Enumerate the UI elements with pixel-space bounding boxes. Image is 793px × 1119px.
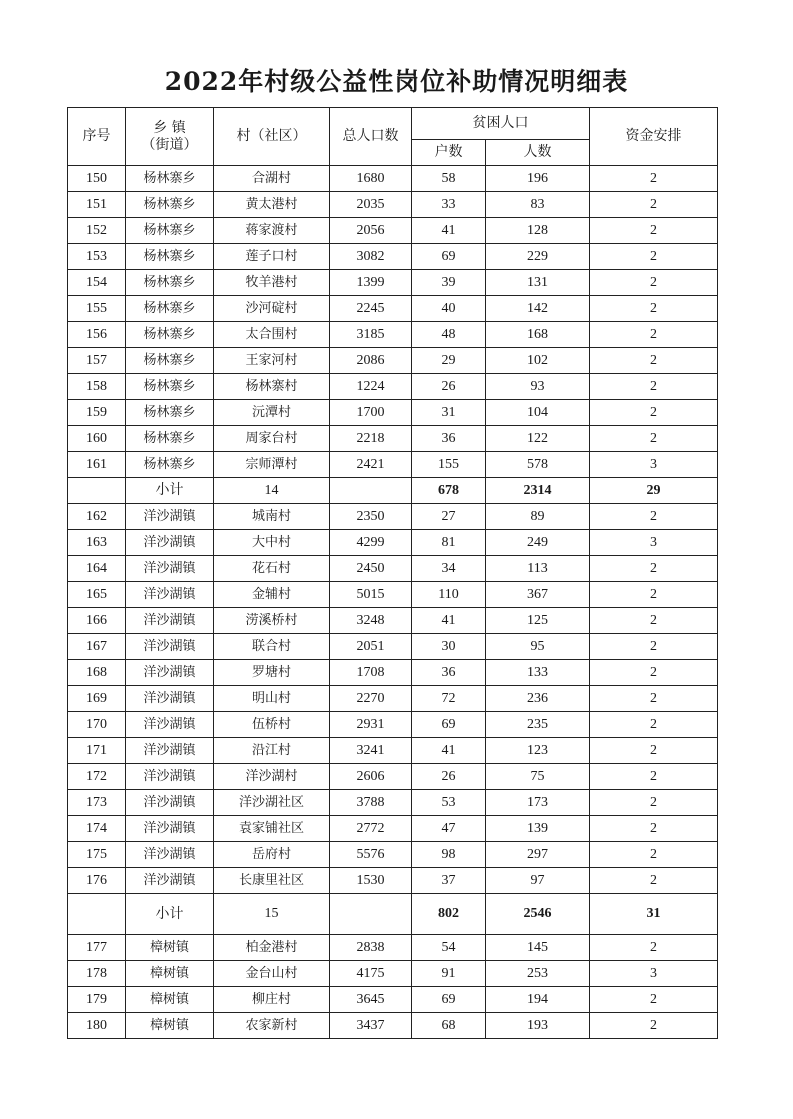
- town-cell: 洋沙湖镇: [126, 842, 214, 868]
- population-cell: 1399: [330, 270, 412, 296]
- village-cell: 太合围村: [214, 322, 330, 348]
- table-row: [68, 166, 718, 192]
- households-cell: 34: [412, 556, 486, 582]
- households-cell: 37: [412, 868, 486, 894]
- households-cell: 40: [412, 296, 486, 322]
- persons-cell: 194: [486, 987, 590, 1013]
- town-cell: 洋沙湖镇: [126, 790, 214, 816]
- town-cell: 杨林寨乡: [126, 166, 214, 192]
- population-cell: 2086: [330, 348, 412, 374]
- persons-cell: 142: [486, 296, 590, 322]
- households-cell: 36: [412, 426, 486, 452]
- seq-cell: 150: [68, 166, 126, 192]
- persons-cell: 128: [486, 218, 590, 244]
- village-cell: 岳府村: [214, 842, 330, 868]
- subtotal-households: 802: [412, 894, 486, 935]
- village-cell: 城南村: [214, 504, 330, 530]
- population-cell: 5576: [330, 842, 412, 868]
- table-row: [68, 764, 718, 790]
- table-row: [68, 842, 718, 868]
- subtotal-persons: 2314: [486, 478, 590, 504]
- population-cell: 2931: [330, 712, 412, 738]
- population-cell: 1708: [330, 660, 412, 686]
- header-households: 户数: [412, 140, 486, 166]
- persons-cell: 229: [486, 244, 590, 270]
- table-row: [68, 270, 718, 296]
- households-cell: 58: [412, 166, 486, 192]
- table-row: [68, 400, 718, 426]
- town-cell: 樟树镇: [126, 961, 214, 987]
- population-cell: 1530: [330, 868, 412, 894]
- persons-cell: 196: [486, 166, 590, 192]
- households-cell: 39: [412, 270, 486, 296]
- funding-cell: 2: [590, 660, 718, 686]
- funding-cell: 2: [590, 790, 718, 816]
- village-cell: 大中村: [214, 530, 330, 556]
- seq-cell: 154: [68, 270, 126, 296]
- table-row: [68, 1013, 718, 1039]
- subtotal-funding: 31: [590, 894, 718, 935]
- table-row: [68, 712, 718, 738]
- households-cell: 110: [412, 582, 486, 608]
- subtotal-count: 15: [214, 894, 330, 935]
- header-total-pop: 总人口数: [330, 108, 412, 166]
- town-cell: 洋沙湖镇: [126, 530, 214, 556]
- funding-cell: 2: [590, 764, 718, 790]
- village-cell: 杨林寨村: [214, 374, 330, 400]
- town-cell: 洋沙湖镇: [126, 504, 214, 530]
- funding-cell: 2: [590, 270, 718, 296]
- population-cell: 2056: [330, 218, 412, 244]
- persons-cell: 173: [486, 790, 590, 816]
- households-cell: 68: [412, 1013, 486, 1039]
- village-cell: 长康里社区: [214, 868, 330, 894]
- header-funding: 资金安排: [590, 108, 718, 166]
- population-cell: 1224: [330, 374, 412, 400]
- town-cell: 洋沙湖镇: [126, 686, 214, 712]
- town-cell: 杨林寨乡: [126, 192, 214, 218]
- funding-cell: 2: [590, 166, 718, 192]
- seq-cell: 170: [68, 712, 126, 738]
- page-title: 2022年村级公益性岗位补助情况明细表: [164, 67, 629, 96]
- funding-cell: 2: [590, 935, 718, 961]
- population-cell: 2606: [330, 764, 412, 790]
- funding-cell: 2: [590, 712, 718, 738]
- town-cell: 樟树镇: [126, 987, 214, 1013]
- persons-cell: 102: [486, 348, 590, 374]
- table-row: [68, 868, 718, 894]
- town-cell: 樟树镇: [126, 1013, 214, 1039]
- table-row: [68, 218, 718, 244]
- funding-cell: 3: [590, 530, 718, 556]
- population-cell: 1680: [330, 166, 412, 192]
- seq-cell: 151: [68, 192, 126, 218]
- village-cell: 金台山村: [214, 961, 330, 987]
- persons-cell: 93: [486, 374, 590, 400]
- population-cell: 5015: [330, 582, 412, 608]
- subtotal-count: 14: [214, 478, 330, 504]
- table-row: [68, 530, 718, 556]
- funding-cell: 2: [590, 608, 718, 634]
- town-cell: 杨林寨乡: [126, 270, 214, 296]
- village-cell: 涝溪桥村: [214, 608, 330, 634]
- households-cell: 30: [412, 634, 486, 660]
- funding-cell: 2: [590, 400, 718, 426]
- persons-cell: 125: [486, 608, 590, 634]
- seq-cell: 163: [68, 530, 126, 556]
- population-cell: 3437: [330, 1013, 412, 1039]
- households-cell: 36: [412, 660, 486, 686]
- funding-cell: 2: [590, 192, 718, 218]
- table-row: [68, 452, 718, 478]
- population-cell: 2421: [330, 452, 412, 478]
- households-cell: 47: [412, 816, 486, 842]
- header-town-line1: 乡 镇: [153, 119, 186, 136]
- persons-cell: 367: [486, 582, 590, 608]
- funding-cell: 3: [590, 961, 718, 987]
- table-row: [68, 816, 718, 842]
- persons-cell: 168: [486, 322, 590, 348]
- population-cell: 3241: [330, 738, 412, 764]
- table-row: [68, 244, 718, 270]
- header-town-line2: （街道）: [141, 136, 198, 153]
- funding-cell: 2: [590, 1013, 718, 1039]
- village-cell: 金辅村: [214, 582, 330, 608]
- town-cell: 杨林寨乡: [126, 374, 214, 400]
- header-village: 村（社区）: [214, 108, 330, 166]
- population-cell: 2350: [330, 504, 412, 530]
- persons-cell: 83: [486, 192, 590, 218]
- persons-cell: 253: [486, 961, 590, 987]
- seq-cell: 156: [68, 322, 126, 348]
- village-cell: 柏金港村: [214, 935, 330, 961]
- table-row: [68, 686, 718, 712]
- table-row: [68, 660, 718, 686]
- table-row: [68, 738, 718, 764]
- subtotal-empty-cell: [330, 894, 412, 935]
- village-cell: 牧羊港村: [214, 270, 330, 296]
- households-cell: 29: [412, 348, 486, 374]
- funding-cell: 2: [590, 556, 718, 582]
- households-cell: 27: [412, 504, 486, 530]
- seq-cell: 165: [68, 582, 126, 608]
- population-cell: 3788: [330, 790, 412, 816]
- town-cell: 杨林寨乡: [126, 452, 214, 478]
- population-cell: 1700: [330, 400, 412, 426]
- persons-cell: 122: [486, 426, 590, 452]
- funding-cell: 2: [590, 322, 718, 348]
- funding-cell: 3: [590, 452, 718, 478]
- funding-cell: 2: [590, 296, 718, 322]
- village-cell: 沿江村: [214, 738, 330, 764]
- town-cell: 杨林寨乡: [126, 322, 214, 348]
- persons-cell: 97: [486, 868, 590, 894]
- households-cell: 91: [412, 961, 486, 987]
- seq-cell: 166: [68, 608, 126, 634]
- seq-cell: 160: [68, 426, 126, 452]
- town-cell: 杨林寨乡: [126, 244, 214, 270]
- households-cell: 41: [412, 738, 486, 764]
- table-row: [68, 790, 718, 816]
- seq-cell: 161: [68, 452, 126, 478]
- funding-cell: 2: [590, 686, 718, 712]
- village-cell: 联合村: [214, 634, 330, 660]
- households-cell: 69: [412, 987, 486, 1013]
- funding-cell: 2: [590, 504, 718, 530]
- town-cell: 樟树镇: [126, 935, 214, 961]
- village-cell: 农家新村: [214, 1013, 330, 1039]
- village-cell: 宗师潭村: [214, 452, 330, 478]
- households-cell: 41: [412, 218, 486, 244]
- table-row: [68, 987, 718, 1013]
- persons-cell: 236: [486, 686, 590, 712]
- households-cell: 26: [412, 374, 486, 400]
- seq-cell: 169: [68, 686, 126, 712]
- seq-cell: 162: [68, 504, 126, 530]
- table-row: [68, 426, 718, 452]
- persons-cell: 104: [486, 400, 590, 426]
- seq-cell: 155: [68, 296, 126, 322]
- population-cell: 2270: [330, 686, 412, 712]
- persons-cell: 113: [486, 556, 590, 582]
- seq-cell: 176: [68, 868, 126, 894]
- village-cell: 莲子口村: [214, 244, 330, 270]
- town-cell: 洋沙湖镇: [126, 634, 214, 660]
- subtotal-row: [68, 478, 718, 504]
- village-cell: 合湖村: [214, 166, 330, 192]
- population-cell: 3248: [330, 608, 412, 634]
- subtotal-households: 678: [412, 478, 486, 504]
- population-cell: 2051: [330, 634, 412, 660]
- seq-cell: 175: [68, 842, 126, 868]
- subtotal-row: [68, 894, 718, 935]
- subtotal-label: 小计: [126, 894, 214, 935]
- seq-cell: 172: [68, 764, 126, 790]
- persons-cell: 578: [486, 452, 590, 478]
- funding-cell: 2: [590, 374, 718, 400]
- village-cell: 洋沙湖社区: [214, 790, 330, 816]
- table-row: [68, 608, 718, 634]
- header-row-1: [68, 108, 718, 140]
- seq-cell: 167: [68, 634, 126, 660]
- households-cell: 81: [412, 530, 486, 556]
- table-row: [68, 296, 718, 322]
- village-cell: 罗塘村: [214, 660, 330, 686]
- town-cell: 杨林寨乡: [126, 218, 214, 244]
- seq-cell: 179: [68, 987, 126, 1013]
- town-cell: 杨林寨乡: [126, 296, 214, 322]
- town-cell: 杨林寨乡: [126, 400, 214, 426]
- table-row: [68, 634, 718, 660]
- persons-cell: 95: [486, 634, 590, 660]
- table-row: [68, 582, 718, 608]
- households-cell: 31: [412, 400, 486, 426]
- subtotal-persons: 2546: [486, 894, 590, 935]
- town-cell: 洋沙湖镇: [126, 764, 214, 790]
- population-cell: 2772: [330, 816, 412, 842]
- table-row: [68, 504, 718, 530]
- population-cell: 2218: [330, 426, 412, 452]
- header-seq: 序号: [68, 108, 126, 166]
- town-cell: 洋沙湖镇: [126, 816, 214, 842]
- funding-cell: 2: [590, 582, 718, 608]
- persons-cell: 297: [486, 842, 590, 868]
- subtotal-empty-cell: [68, 478, 126, 504]
- seq-cell: 153: [68, 244, 126, 270]
- village-cell: 袁家铺社区: [214, 816, 330, 842]
- households-cell: 53: [412, 790, 486, 816]
- persons-cell: 249: [486, 530, 590, 556]
- households-cell: 155: [412, 452, 486, 478]
- village-cell: 沅潭村: [214, 400, 330, 426]
- seq-cell: 171: [68, 738, 126, 764]
- persons-cell: 235: [486, 712, 590, 738]
- header-persons: 人数: [486, 140, 590, 166]
- population-cell: 3645: [330, 987, 412, 1013]
- persons-cell: 75: [486, 764, 590, 790]
- seq-cell: 159: [68, 400, 126, 426]
- village-cell: 黄太港村: [214, 192, 330, 218]
- households-cell: 33: [412, 192, 486, 218]
- seq-cell: 157: [68, 348, 126, 374]
- town-cell: 洋沙湖镇: [126, 660, 214, 686]
- population-cell: 2035: [330, 192, 412, 218]
- funding-cell: 2: [590, 738, 718, 764]
- households-cell: 98: [412, 842, 486, 868]
- town-cell: 洋沙湖镇: [126, 712, 214, 738]
- village-cell: 柳庄村: [214, 987, 330, 1013]
- seq-cell: 178: [68, 961, 126, 987]
- households-cell: 41: [412, 608, 486, 634]
- village-cell: 花石村: [214, 556, 330, 582]
- table-row: [68, 348, 718, 374]
- village-cell: 王家河村: [214, 348, 330, 374]
- population-cell: 4299: [330, 530, 412, 556]
- funding-cell: 2: [590, 987, 718, 1013]
- households-cell: 72: [412, 686, 486, 712]
- town-cell: 杨林寨乡: [126, 426, 214, 452]
- persons-cell: 145: [486, 935, 590, 961]
- table-row: [68, 374, 718, 400]
- seq-cell: 168: [68, 660, 126, 686]
- header-town: [126, 108, 214, 166]
- village-cell: 明山村: [214, 686, 330, 712]
- funding-cell: 2: [590, 634, 718, 660]
- persons-cell: 89: [486, 504, 590, 530]
- town-cell: 洋沙湖镇: [126, 556, 214, 582]
- village-cell: 蒋家渡村: [214, 218, 330, 244]
- households-cell: 69: [412, 712, 486, 738]
- population-cell: 3185: [330, 322, 412, 348]
- households-cell: 54: [412, 935, 486, 961]
- table-row: [68, 192, 718, 218]
- population-cell: 2838: [330, 935, 412, 961]
- funding-cell: 2: [590, 868, 718, 894]
- persons-cell: 123: [486, 738, 590, 764]
- town-cell: 洋沙湖镇: [126, 738, 214, 764]
- population-cell: 3082: [330, 244, 412, 270]
- population-cell: 2245: [330, 296, 412, 322]
- table-row: [68, 935, 718, 961]
- households-cell: 26: [412, 764, 486, 790]
- funding-cell: 2: [590, 244, 718, 270]
- seq-cell: 158: [68, 374, 126, 400]
- funding-cell: 2: [590, 816, 718, 842]
- subtotal-empty-cell: [68, 894, 126, 935]
- seq-cell: 177: [68, 935, 126, 961]
- table-body: [68, 108, 718, 1039]
- subtotal-empty-cell: [330, 478, 412, 504]
- header-poor-pop: 贫困人口: [412, 108, 590, 140]
- persons-cell: 139: [486, 816, 590, 842]
- town-cell: 杨林寨乡: [126, 348, 214, 374]
- town-cell: 洋沙湖镇: [126, 608, 214, 634]
- funding-cell: 2: [590, 218, 718, 244]
- households-cell: 69: [412, 244, 486, 270]
- town-cell: 洋沙湖镇: [126, 582, 214, 608]
- village-cell: 伍桥村: [214, 712, 330, 738]
- subtotal-label: 小计: [126, 478, 214, 504]
- households-cell: 48: [412, 322, 486, 348]
- seq-cell: 173: [68, 790, 126, 816]
- seq-cell: 174: [68, 816, 126, 842]
- persons-cell: 133: [486, 660, 590, 686]
- persons-cell: 131: [486, 270, 590, 296]
- population-cell: 2450: [330, 556, 412, 582]
- table-row: [68, 556, 718, 582]
- town-cell: 洋沙湖镇: [126, 868, 214, 894]
- subsidy-table: [67, 107, 718, 1039]
- funding-cell: 2: [590, 426, 718, 452]
- village-cell: 洋沙湖村: [214, 764, 330, 790]
- seq-cell: 152: [68, 218, 126, 244]
- village-cell: 沙河碇村: [214, 296, 330, 322]
- funding-cell: 2: [590, 842, 718, 868]
- seq-cell: 164: [68, 556, 126, 582]
- seq-cell: 180: [68, 1013, 126, 1039]
- table-row: [68, 961, 718, 987]
- subtotal-funding: 29: [590, 478, 718, 504]
- funding-cell: 2: [590, 348, 718, 374]
- village-cell: 周家台村: [214, 426, 330, 452]
- table-row: [68, 322, 718, 348]
- persons-cell: 193: [486, 1013, 590, 1039]
- population-cell: 4175: [330, 961, 412, 987]
